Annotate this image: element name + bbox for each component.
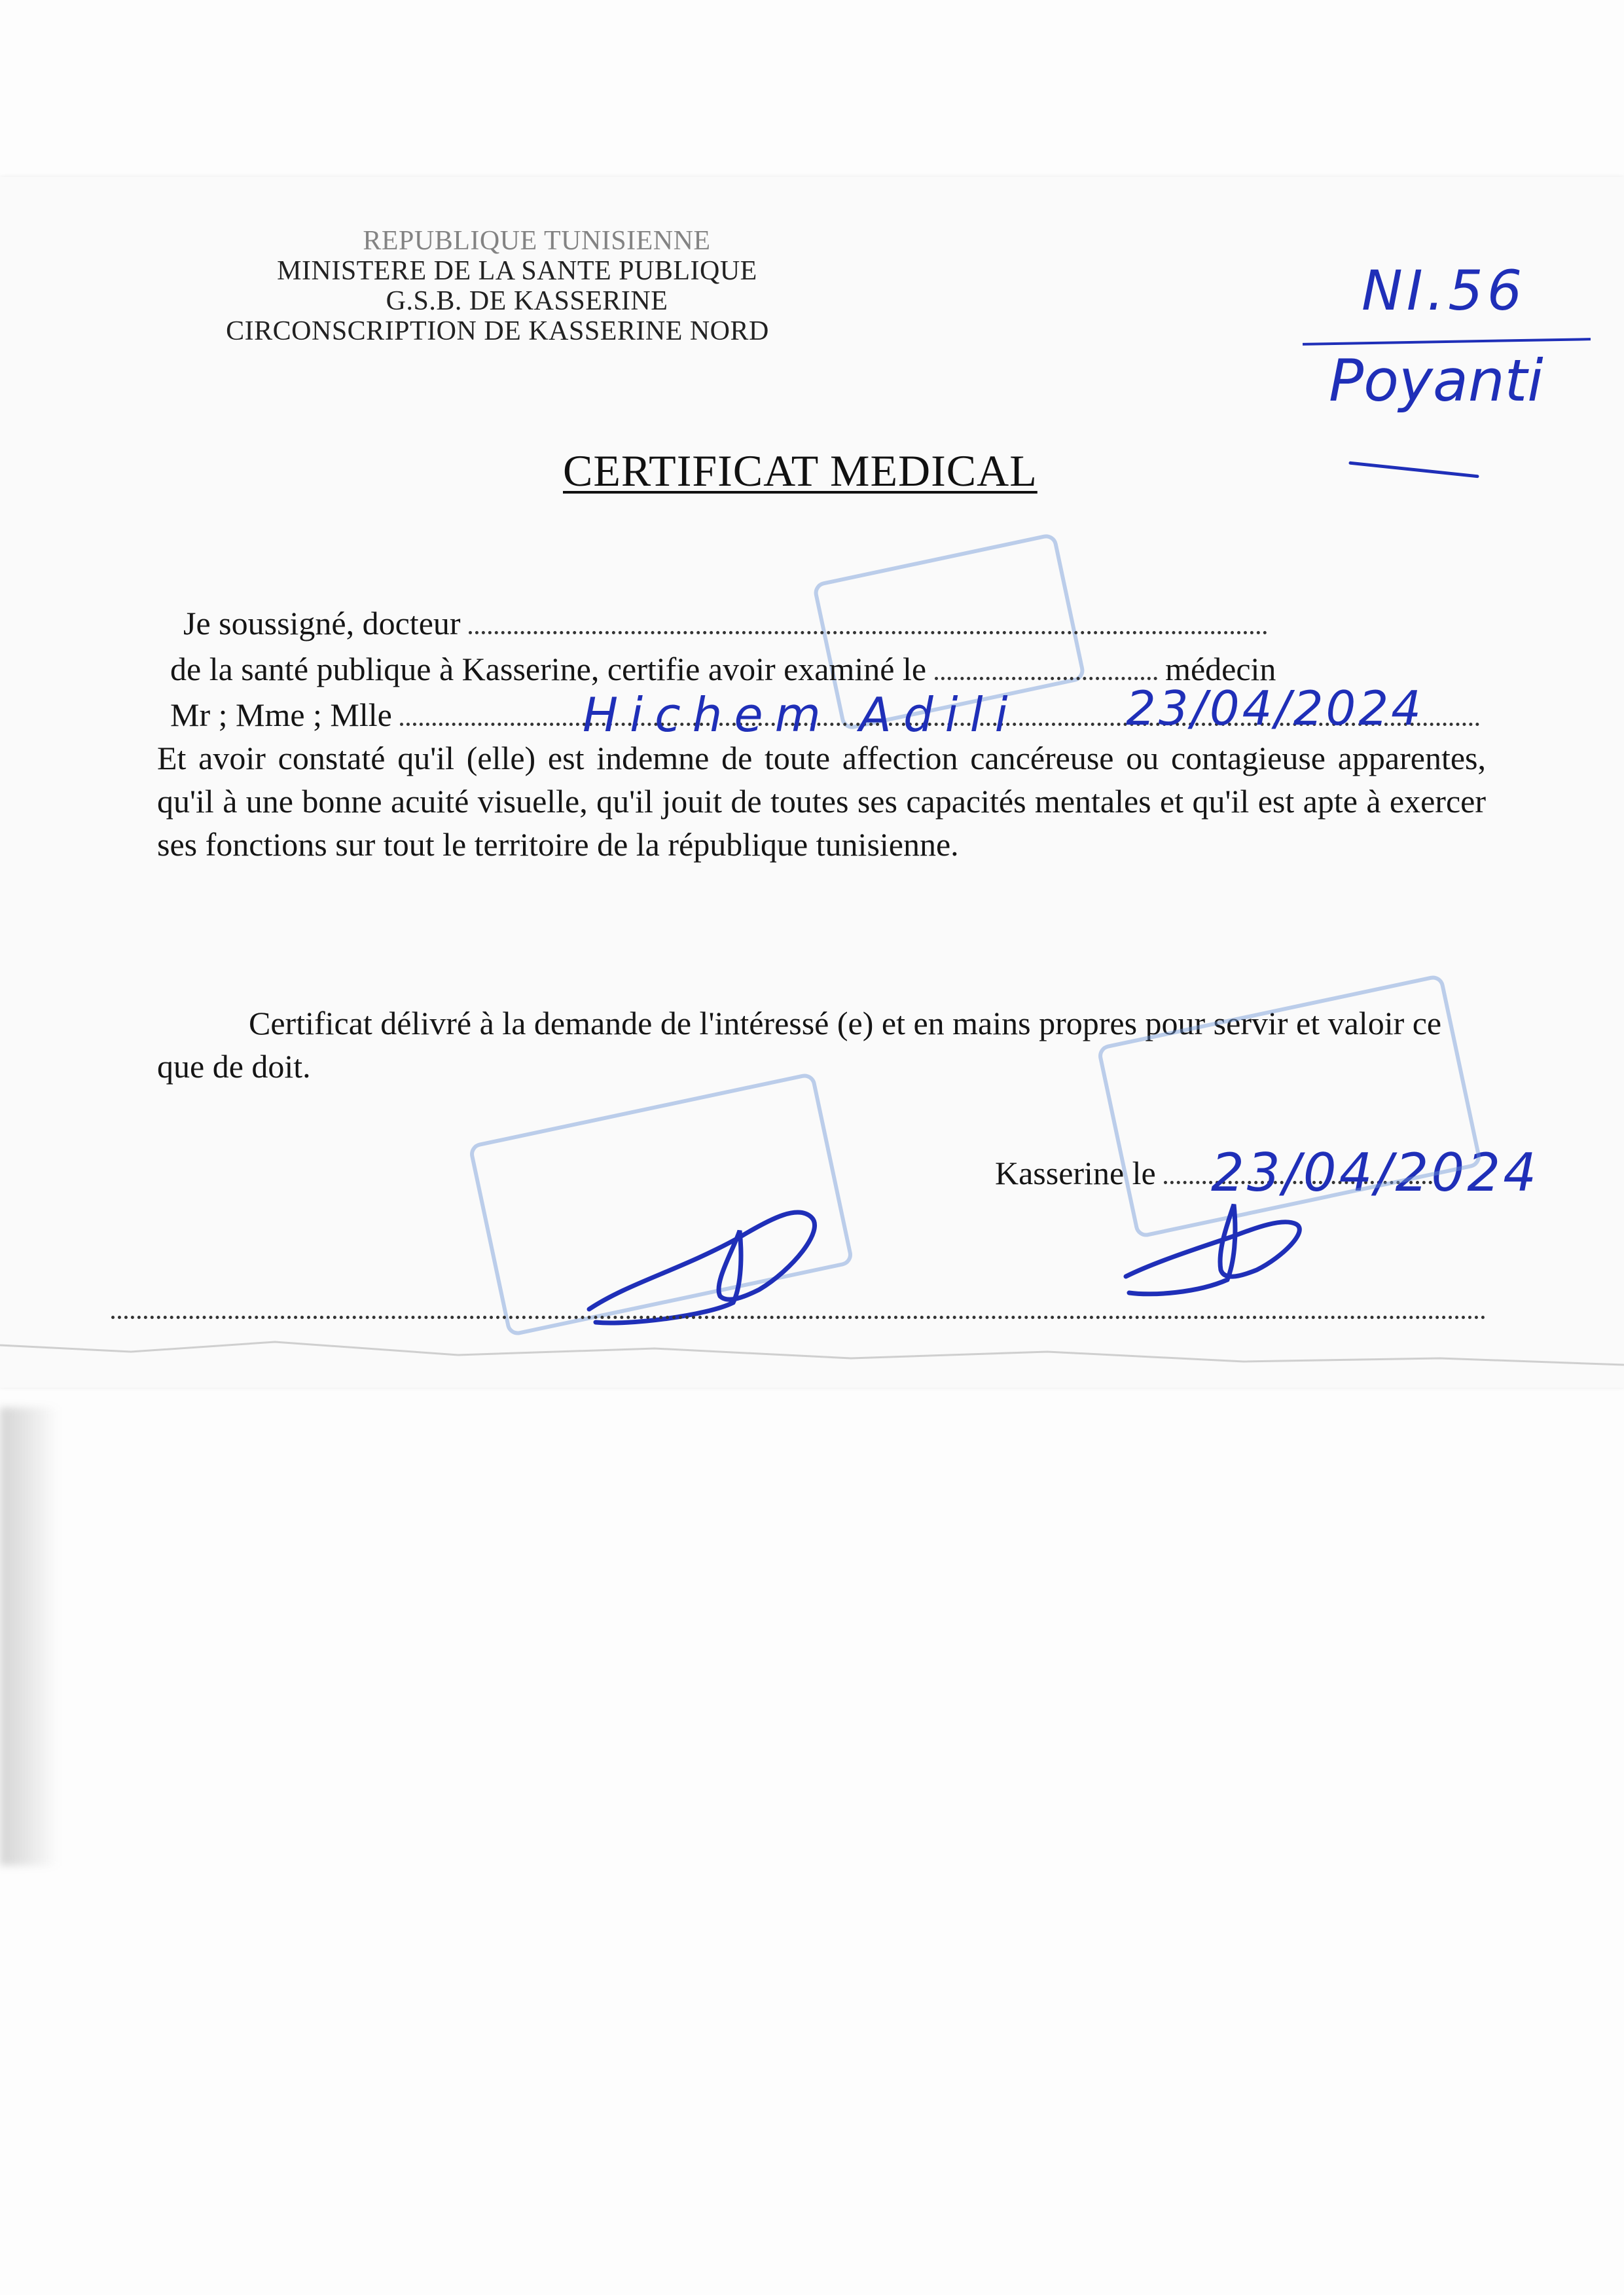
header-country: REPUBLIQUE TUNISIENNE: [363, 226, 711, 256]
handwritten-issue-date: 23/04/2024: [1211, 1142, 1540, 1203]
doctor-signature: [1113, 1165, 1322, 1309]
ministry-header: [196, 226, 825, 346]
health-dotted-field: [935, 657, 1157, 680]
handwritten-patient-name: Hichem Adili: [583, 687, 1020, 742]
health-statement: de la santé publique à Kasserine, certifie avoir examiné le: [170, 651, 927, 687]
torn-edge: [0, 1332, 1624, 1391]
handwritten-reference-note: Poyanti: [1329, 347, 1543, 414]
handwritten-reference-number: NI.56: [1362, 259, 1526, 323]
examination-paragraph: Et avoir constaté qu'il (elle) est indemne de toute affection cancéreuse ou contagieuse apparentes, qu'il à une bonne acuité visuelle, qu'il jouit de toutes ses capacités mentales et qu'il est apte à exercer ses fonctions sur tout le territoire de la république tunisienne.: [157, 740, 1486, 863]
health-line: [170, 648, 1276, 690]
scan-smudge: [0, 1407, 59, 1866]
handwritten-exam-date: 23/04/2024: [1126, 681, 1424, 736]
place-label: Kasserine le: [995, 1155, 1156, 1191]
header-ministry: MINISTERE DE LA SANTE PUBLIQUE: [277, 256, 757, 286]
delivery-statement: Certificat délivré à la demande de l'intéressé (e) et en mains propres pour servir et valoir ce que de doit.: [157, 1005, 1442, 1085]
header-gsb: G.S.B. DE KASSERINE: [386, 286, 668, 316]
header-circonscription: CIRCONSCRIPTION DE KASSERINE NORD: [226, 316, 769, 346]
doctor-signature: [576, 1191, 851, 1335]
document-title: CERTIFICAT MEDICAL: [563, 446, 1038, 496]
doctor-dotted-field: [469, 611, 1267, 634]
cut-line: [111, 1316, 1486, 1319]
doctor-line: [183, 602, 1267, 644]
doctor-label: Je soussigné, docteur: [183, 605, 461, 642]
patient-title-label: Mr ; Mme ; Mlle: [170, 696, 392, 733]
medecin-label: médecin: [1165, 651, 1276, 687]
